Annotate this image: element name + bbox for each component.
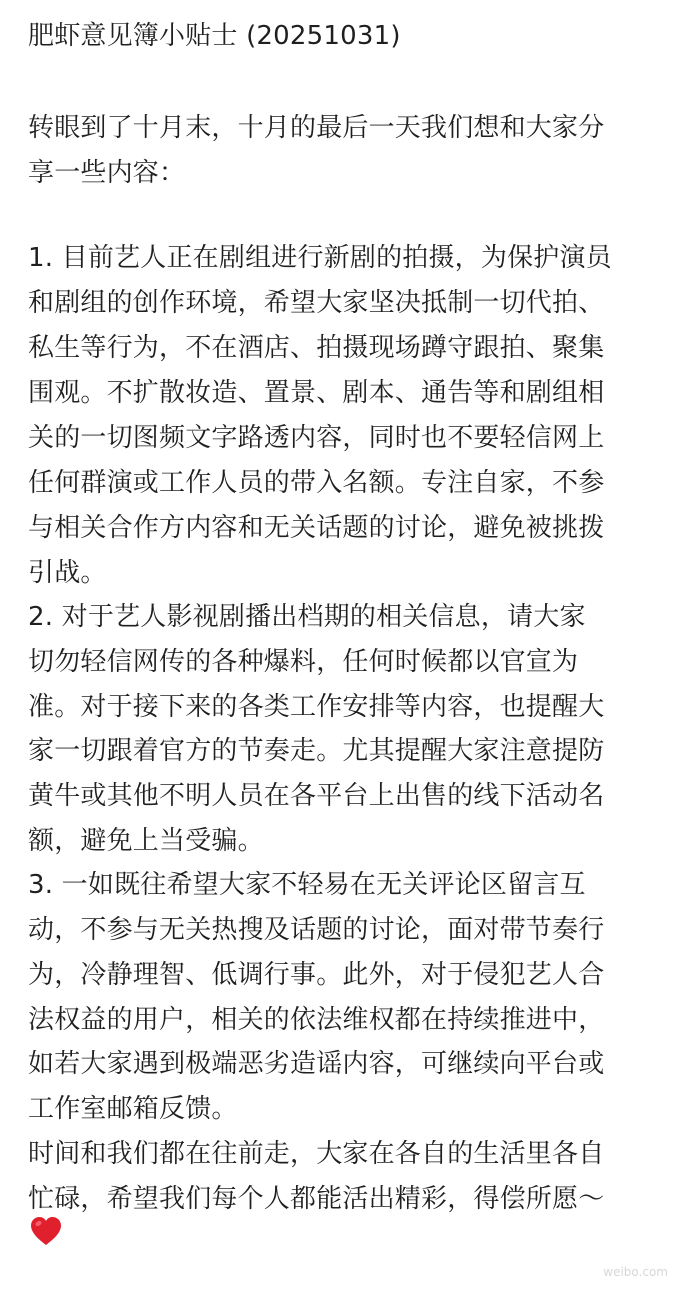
intro-line: 享一些内容： <box>28 158 186 188</box>
heart-emoji-icon <box>28 1213 64 1249</box>
item-3-line: 工作室邮箱反馈。 <box>28 1094 238 1124</box>
item-2-line: 额，避免上当受骗。 <box>28 826 264 856</box>
item-1-line: 关的一切图频文字路透内容，同时也不要轻信网上 <box>28 423 605 453</box>
item-2-line: 黄牛或其他不明人员在各平台上出售的线下活动名 <box>28 781 605 811</box>
item-2-line: 家一切跟着官方的节奏走。尤其提醒大家注意提防 <box>28 736 605 766</box>
item-3-line: 为，冷静理智、低调行事。此外，对于侵犯艺人合 <box>28 960 605 990</box>
item-1-line: 与相关合作方内容和无关话题的讨论，避免被挑拨 <box>28 513 605 543</box>
item-1-line: 引战。 <box>28 558 107 588</box>
item-2-line: 准。对于接下来的各类工作安排等内容，也提醒大 <box>28 692 605 722</box>
intro-line: 转眼到了十月末，十月的最后一天我们想和大家分 <box>28 113 605 143</box>
item-1-line: 和剧组的创作环境，希望大家坚决抵制一切代拍、 <box>28 288 605 318</box>
item-3-line: 如若大家遇到极端恶劣造谣内容，可继续向平台或 <box>28 1049 605 1079</box>
item-1-line: 围观。不扩散妆造、置景、剧本、通告等和剧组相 <box>28 378 605 408</box>
closing-line: 忙碌，希望我们每个人都能活出精彩，得偿所愿～ <box>28 1184 605 1214</box>
item-2-line: 2. 对于艺人影视剧播出档期的相关信息，请大家 <box>28 602 586 632</box>
item-3-line: 法权益的用户，相关的依法维权都在持续推进中， <box>28 1005 605 1035</box>
closing-line: 时间和我们都在往前走，大家在各自的生活里各自 <box>28 1139 605 1169</box>
item-1-line: 1. 目前艺人正在剧组进行新剧的拍摄，为保护演员 <box>28 243 612 273</box>
item-2-line: 切勿轻信网传的各种爆料，任何时候都以官宣为 <box>28 647 579 677</box>
item-3-line: 3. 一如既往希望大家不轻易在无关评论区留言互 <box>28 870 586 900</box>
watermark: weibo.com <box>603 1265 668 1279</box>
item-1-line: 任何群演或工作人员的带入名额。专注自家，不参 <box>28 468 605 498</box>
item-1-line: 私生等行为，不在酒店、拍摄现场蹲守跟拍、聚集 <box>28 333 605 363</box>
note-title: 肥虾意见簿小贴士 (20251031) <box>28 21 401 51</box>
item-3-line: 动，不参与无关热搜及话题的讨论，面对带节奏行 <box>28 915 605 945</box>
